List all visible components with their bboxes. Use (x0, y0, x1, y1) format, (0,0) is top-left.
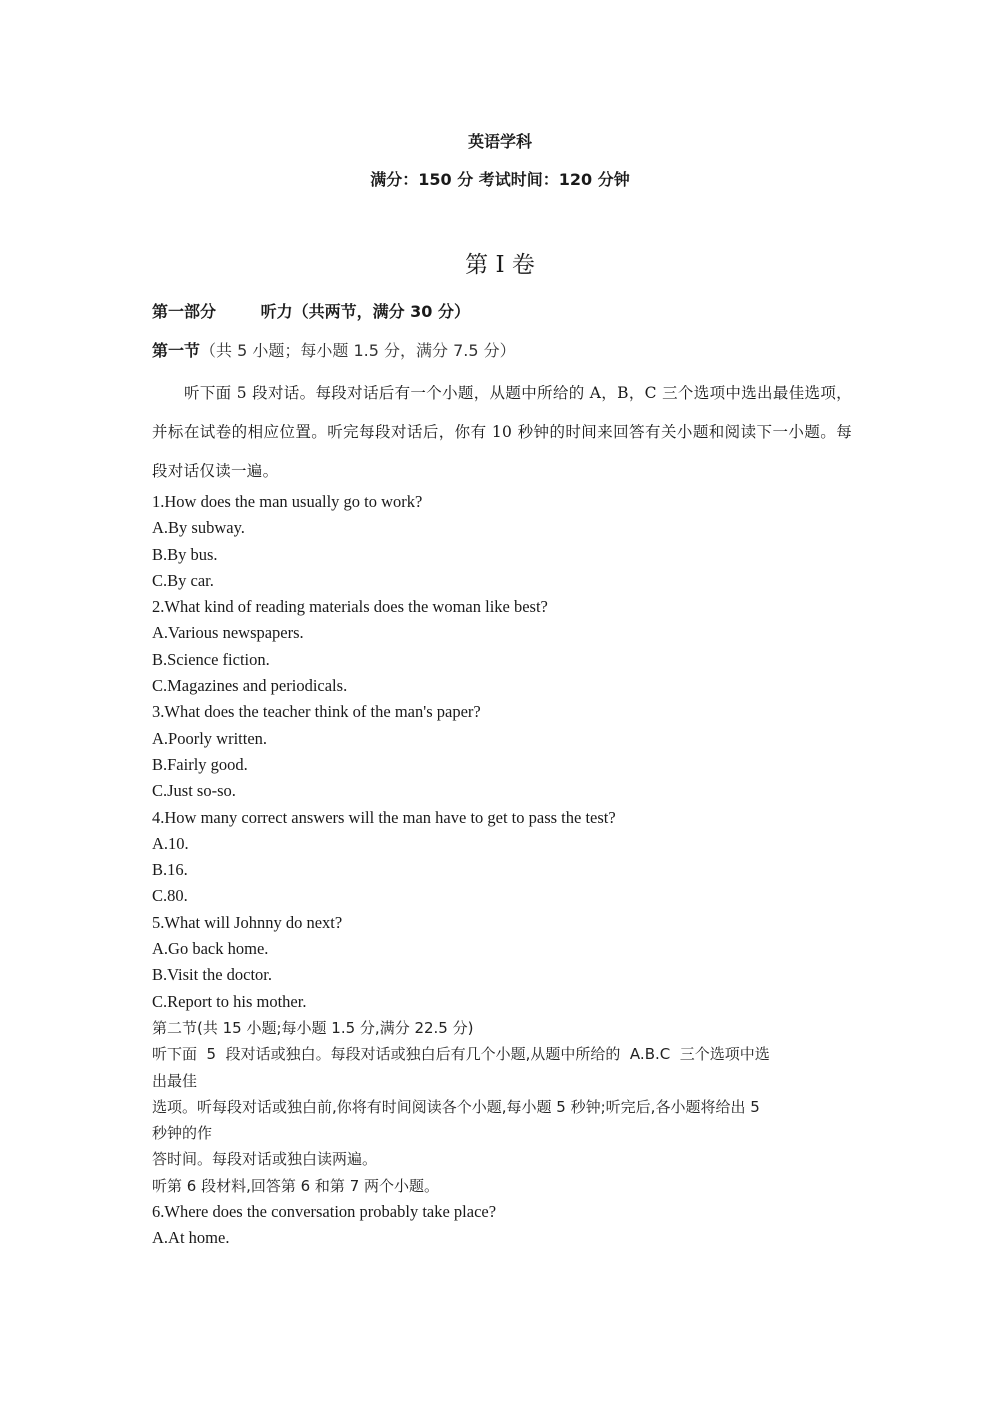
question-3 (152, 699, 852, 804)
option-c: C.Just so-so. (152, 781, 236, 801)
section2-instruction-line: 答时间。每段对话或独白读两遍。 (152, 1150, 378, 1169)
question-2 (152, 594, 852, 699)
option-c: C.By car. (152, 570, 214, 590)
option-b: B.Visit the doctor. (152, 965, 273, 985)
section2-instruction-line: 选项。听每段对话或独白前,你将有时间阅读各个小题,每小题 5 秒钟;听完后,各小题将给出 5 (152, 1097, 760, 1116)
option-a: A.10. (152, 833, 189, 853)
question-stem: 4.How many correct answers will the man have to get to pass the test? (152, 807, 616, 827)
question-5 (152, 910, 852, 1015)
option-a: A.At home. (152, 1228, 230, 1248)
material-note: 听第 6 段材料,回答第 6 和第 7 两个小题。 (152, 1176, 440, 1195)
section2-instruction-line: 听下面 5 段对话或独白。每段对话或独白后有几个小题,从题中所给的 A.B.C 三个选项中选 (152, 1045, 770, 1064)
question-1 (152, 489, 852, 594)
section2-instruction-line: 秒钟的作 (152, 1124, 213, 1143)
part1-heading: 第一部分 听力（共两节，满分 30 分） (152, 302, 470, 321)
volume-title: 第 I 卷 (465, 252, 535, 278)
option-b: B.By bus. (152, 544, 218, 564)
question-list (152, 489, 852, 1252)
question-stem: 2.What kind of reading materials does the woman like best? (152, 597, 548, 617)
option-a: A.Poorly written. (152, 728, 268, 748)
question-4 (152, 805, 852, 910)
question-stem: 6.Where does the conversation probably take place? (152, 1202, 497, 1222)
section1-heading-detail: （共 5 小题；每小题 1.5 分，满分 7.5 分） (200, 341, 516, 360)
section2-heading: 第二节(共 15 小题;每小题 1.5 分,满分 22.5 分) (152, 1018, 474, 1037)
section2-instructions (152, 1041, 852, 1172)
section2-instruction-line: 出最佳 (152, 1071, 198, 1090)
option-c: C.80. (152, 886, 188, 906)
section1-heading-title: 第一节 (152, 341, 201, 360)
option-b: B.Fairly good. (152, 754, 248, 774)
subject-title: 英语学科 (467, 132, 532, 151)
section1-heading (152, 339, 516, 364)
option-b: B.Science fiction. (152, 649, 270, 669)
option-c: C.Magazines and periodicals. (152, 676, 348, 696)
question-stem: 5.What will Johnny do next? (152, 912, 343, 932)
option-b: B.16. (152, 860, 188, 880)
question-6 (152, 1199, 852, 1252)
score-and-time-line: 满分：150 分 考试时间：120 分钟 (370, 170, 630, 189)
section1-instructions: 听下面 5 段对话。每段对话后有一个小题，从题中所给的 A，B，C 三个选项中选出最佳选项，并标在试卷的相应位置。听完每段对话后，你有 10 秒钟的时间来回答有关小题和阅读下一小题。每段对话仅读一遍。 (152, 384, 852, 480)
question-stem: 3.What does the teacher think of the man's paper? (152, 702, 481, 722)
option-c: C.Report to his mother. (152, 991, 307, 1011)
option-a: A.By subway. (152, 518, 245, 538)
question-stem: 1.How does the man usually go to work? (152, 492, 423, 511)
option-a: A.Various newspapers. (152, 623, 304, 643)
option-a: A.Go back home. (152, 939, 269, 959)
